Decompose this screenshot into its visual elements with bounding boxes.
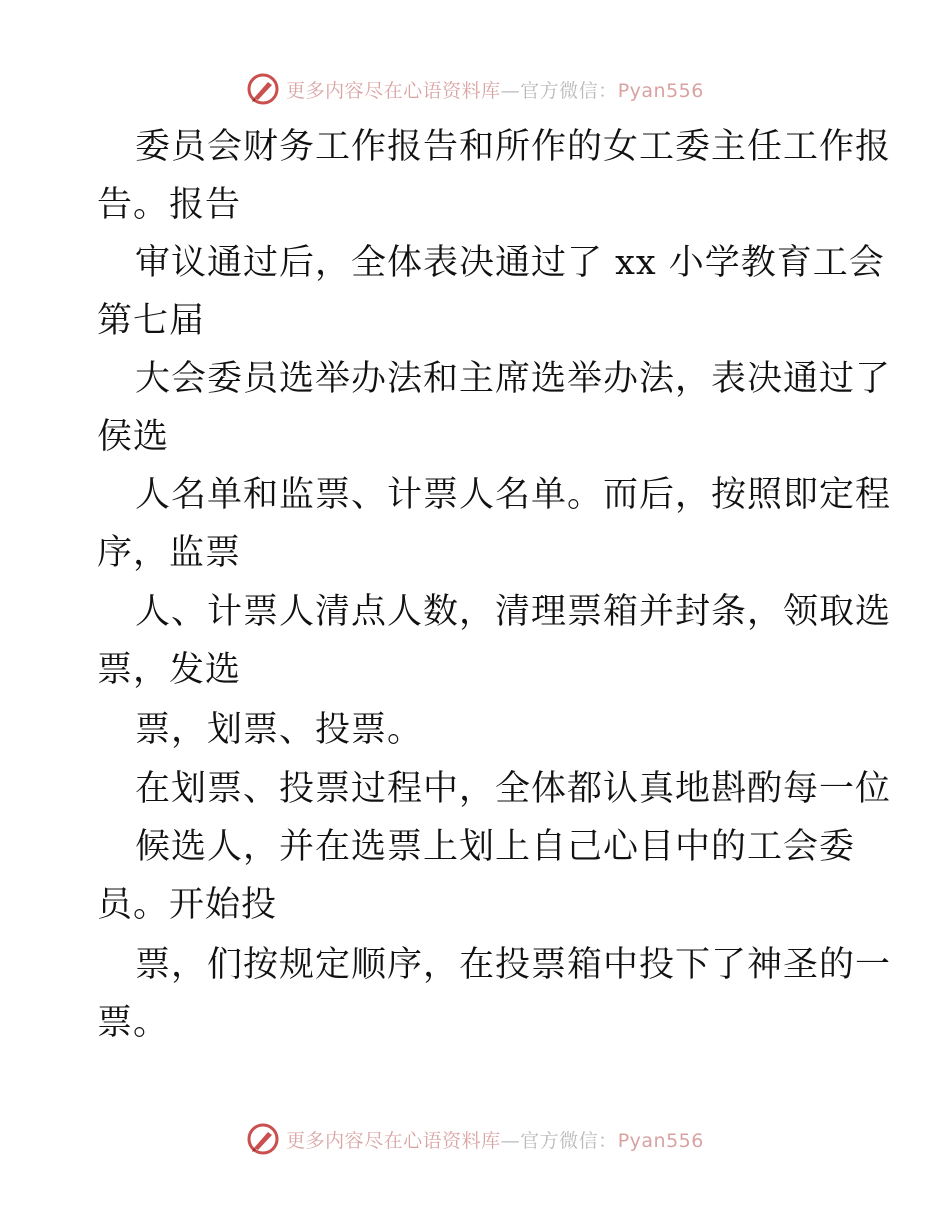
banner-separator: — (500, 79, 521, 102)
text-line: 人、计票人清点人数，清理票箱并封条，领取选 (135, 592, 892, 632)
text-line: 票，发选 (97, 650, 242, 690)
page-footer-banner (0, 1122, 950, 1156)
banner-main-text: 更多内容尽在心语资料库 (286, 1129, 501, 1152)
banner-wechat-label: 官方微信： (520, 1129, 618, 1152)
pen-logo-icon (246, 1122, 280, 1156)
text-line: 侯选 (97, 417, 170, 457)
text-line: 在划票、投票过程中，全体都认真地斟酌每一位 (135, 769, 892, 809)
banner-wechat-id: Pyan556 (617, 79, 704, 102)
text-line: 审议通过后，全体表决通过了 xx 小学教育工会 (135, 243, 885, 283)
text-line: 候选人，并在选票上划上自己心目中的工会委 (135, 827, 856, 867)
text-line: 员。开始投 (97, 885, 278, 925)
pen-logo-icon (246, 72, 280, 106)
text-line: 票。 (97, 1003, 170, 1043)
text-line: 第七届 (97, 301, 206, 341)
text-line: 告。报告 (97, 185, 242, 225)
text-line: 大会委员选举办法和主席选举办法，表决通过了 (135, 359, 892, 399)
header-banner-text (286, 76, 704, 103)
banner-wechat-label: 官方微信： (520, 79, 618, 102)
banner-main-text: 更多内容尽在心语资料库 (286, 79, 501, 102)
page-header-banner (0, 72, 950, 106)
text-line: 票，划票、投票。 (135, 710, 424, 750)
banner-wechat-id: Pyan556 (617, 1129, 704, 1152)
text-line: 人名单和监票、计票人名单。而后，按照即定程 (135, 475, 892, 515)
text-line: 票，们按规定顺序，在投票箱中投下了神圣的一 (135, 945, 892, 985)
footer-banner-text (286, 1126, 704, 1153)
text-line: 序，监票 (97, 533, 242, 573)
text-line: 委员会财务工作报告和所作的女工委主任工作报 (135, 127, 892, 167)
banner-separator: — (500, 1129, 521, 1152)
